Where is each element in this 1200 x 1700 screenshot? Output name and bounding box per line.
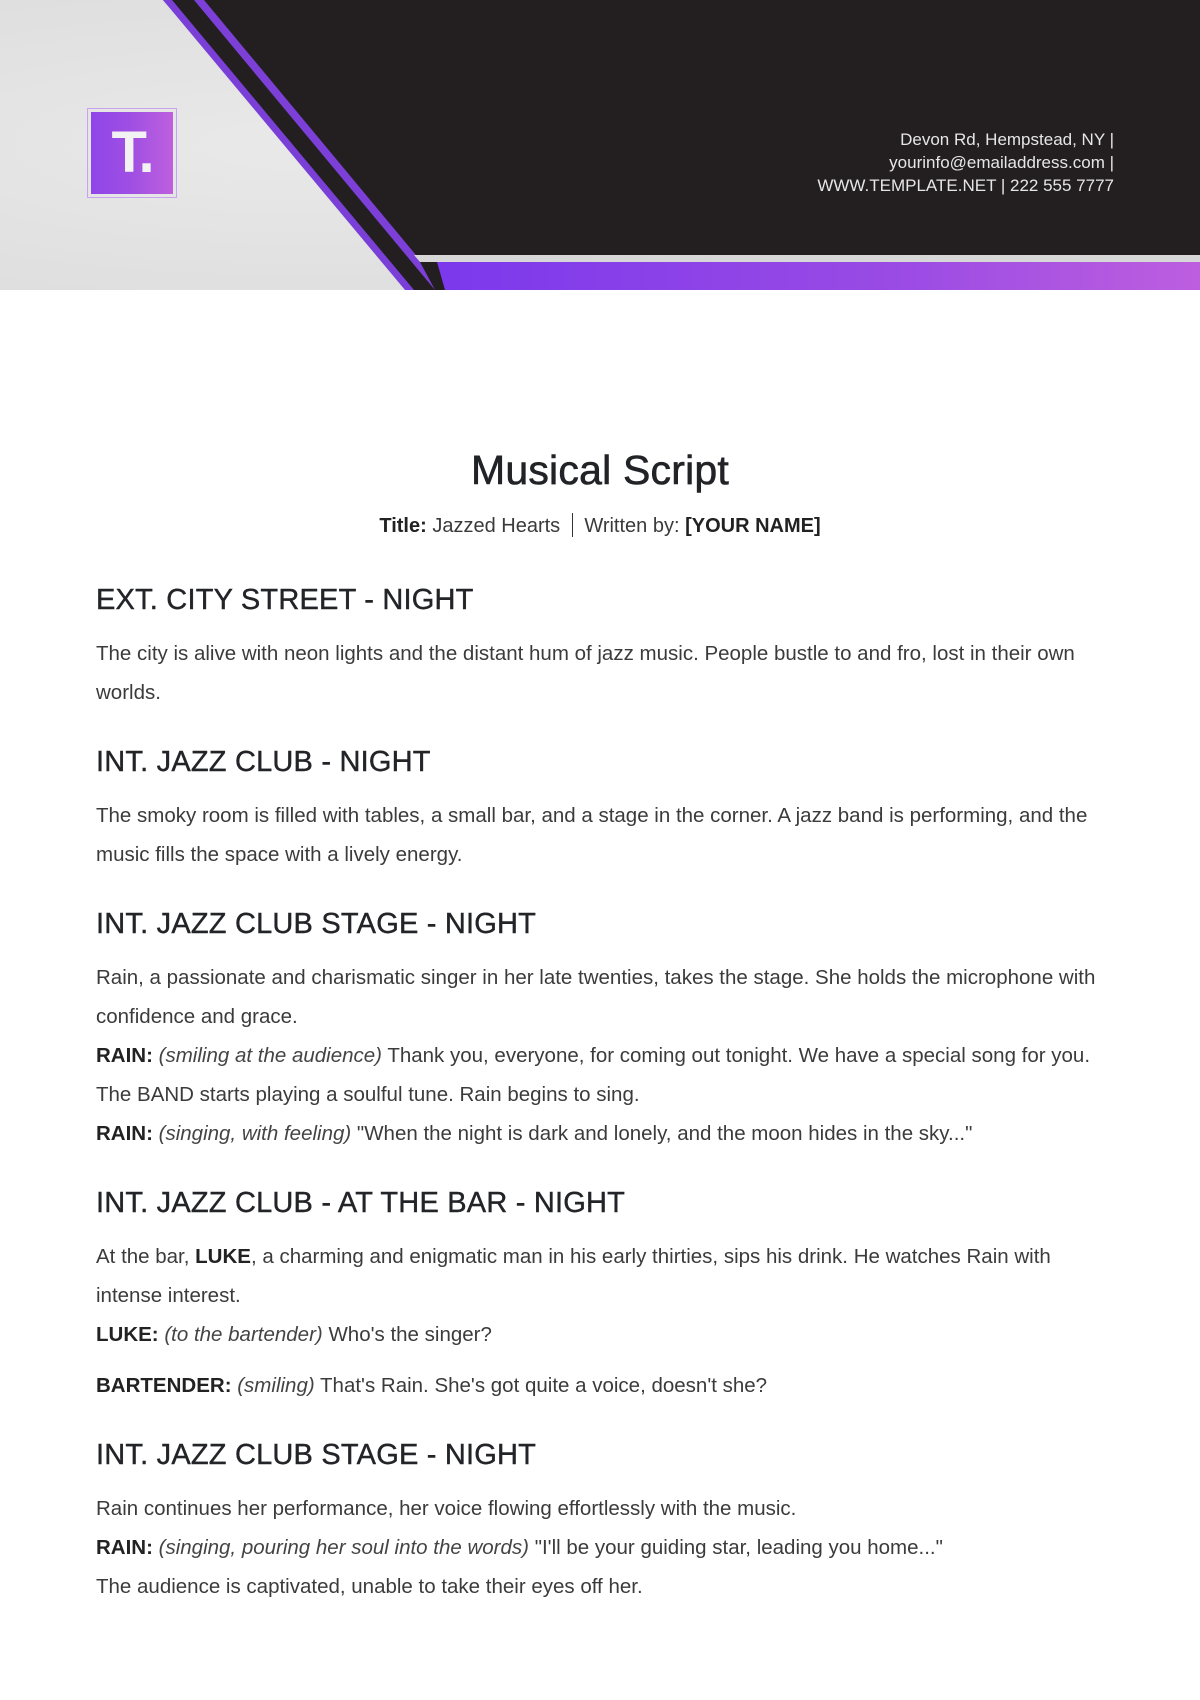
stage-direction: (smiling at the audience): [158, 1044, 382, 1067]
scene-description: Rain, a passionate and charismatic singer in her late twenties, takes the stage. She holds the microphone with confidence and grace.: [96, 966, 1096, 1028]
scene-description: The smoky room is filled with tables, a small bar, and a stage in the corner. A jazz band is performing, and the music fills the space with a lively energy.: [96, 804, 1088, 866]
contact-address: Devon Rd, Hempstead, NY |: [900, 130, 1114, 149]
author-label: Written by:: [584, 515, 680, 537]
scene-heading: INT. JAZZ CLUB - NIGHT: [96, 746, 431, 778]
company-logo: [87, 108, 177, 198]
stage-direction: (singing, pouring her soul into the words): [158, 1536, 529, 1559]
dialogue-line: [96, 1036, 1106, 1075]
stage-direction: (smiling): [237, 1374, 315, 1397]
meta-divider: [572, 513, 573, 537]
action-line: The audience is captivated, unable to take their eyes off her.: [96, 1575, 643, 1598]
contact-info: [817, 128, 1114, 197]
scene-heading: INT. JAZZ CLUB STAGE - NIGHT: [96, 1439, 537, 1471]
scene-heading: INT. JAZZ CLUB - AT THE BAR - NIGHT: [96, 1187, 626, 1219]
dialogue-text: "When the night is dark and lonely, and the moon hides in the sky...": [356, 1122, 973, 1145]
scene-description: [96, 1237, 1106, 1315]
scene-3: [96, 904, 1106, 1153]
scene-1: [96, 580, 1106, 712]
contact-email: yourinfo@emailaddress.com |: [889, 153, 1114, 172]
character-name: BARTENDER:: [96, 1374, 232, 1397]
logo-mark: T.: [91, 112, 173, 194]
scene-heading: EXT. CITY STREET - NIGHT: [96, 584, 474, 616]
character-name: RAIN:: [96, 1536, 153, 1559]
stage-direction: (singing, with feeling): [158, 1122, 352, 1145]
scene-5: [96, 1435, 1106, 1606]
title-value: Jazzed Hearts: [432, 515, 561, 537]
dialogue-text: Who's the singer?: [328, 1323, 492, 1346]
script-meta: [0, 512, 1200, 540]
author-value: [YOUR NAME]: [685, 515, 821, 537]
dialogue-line: [96, 1366, 1106, 1405]
title-label: Title:: [379, 515, 427, 537]
letterhead-banner: [0, 0, 1200, 290]
character-name: LUKE:: [96, 1323, 159, 1346]
page-title: Musical Script: [471, 447, 729, 493]
action-line: The BAND starts playing a soulful tune. Rain begins to sing.: [96, 1083, 640, 1106]
dialogue-line: [96, 1114, 1106, 1153]
description-post: , a charming and enigmatic man in his early thirties, sips his drink. He watches Rain with intense interest.: [96, 1245, 1051, 1307]
dialogue-text: That's Rain. She's got quite a voice, doesn't she?: [320, 1374, 768, 1397]
description-pre: At the bar,: [96, 1245, 190, 1268]
contact-website-phone: WWW.TEMPLATE.NET | 222 555 7777: [817, 176, 1114, 195]
dialogue-text: Thank you, everyone, for coming out tonight. We have a special song for you.: [387, 1044, 1091, 1067]
scene-heading: INT. JAZZ CLUB STAGE - NIGHT: [96, 908, 537, 940]
scene-description: The city is alive with neon lights and the distant hum of jazz music. People bustle to and fro, lost in their own worlds.: [96, 642, 1075, 704]
character-name: RAIN:: [96, 1122, 153, 1145]
dialogue-text: "I'll be your guiding star, leading you home...": [534, 1536, 943, 1559]
stage-direction: (to the bartender): [164, 1323, 323, 1346]
dialogue-line: [96, 1528, 1106, 1567]
scene-4: [96, 1183, 1106, 1405]
character-name: RAIN:: [96, 1044, 153, 1067]
scene-2: [96, 742, 1106, 874]
character-name: LUKE: [195, 1245, 251, 1268]
script-body: [96, 440, 1106, 1606]
dialogue-line: [96, 1315, 1106, 1354]
scene-description: Rain continues her performance, her voice flowing effortlessly with the music.: [96, 1497, 797, 1520]
